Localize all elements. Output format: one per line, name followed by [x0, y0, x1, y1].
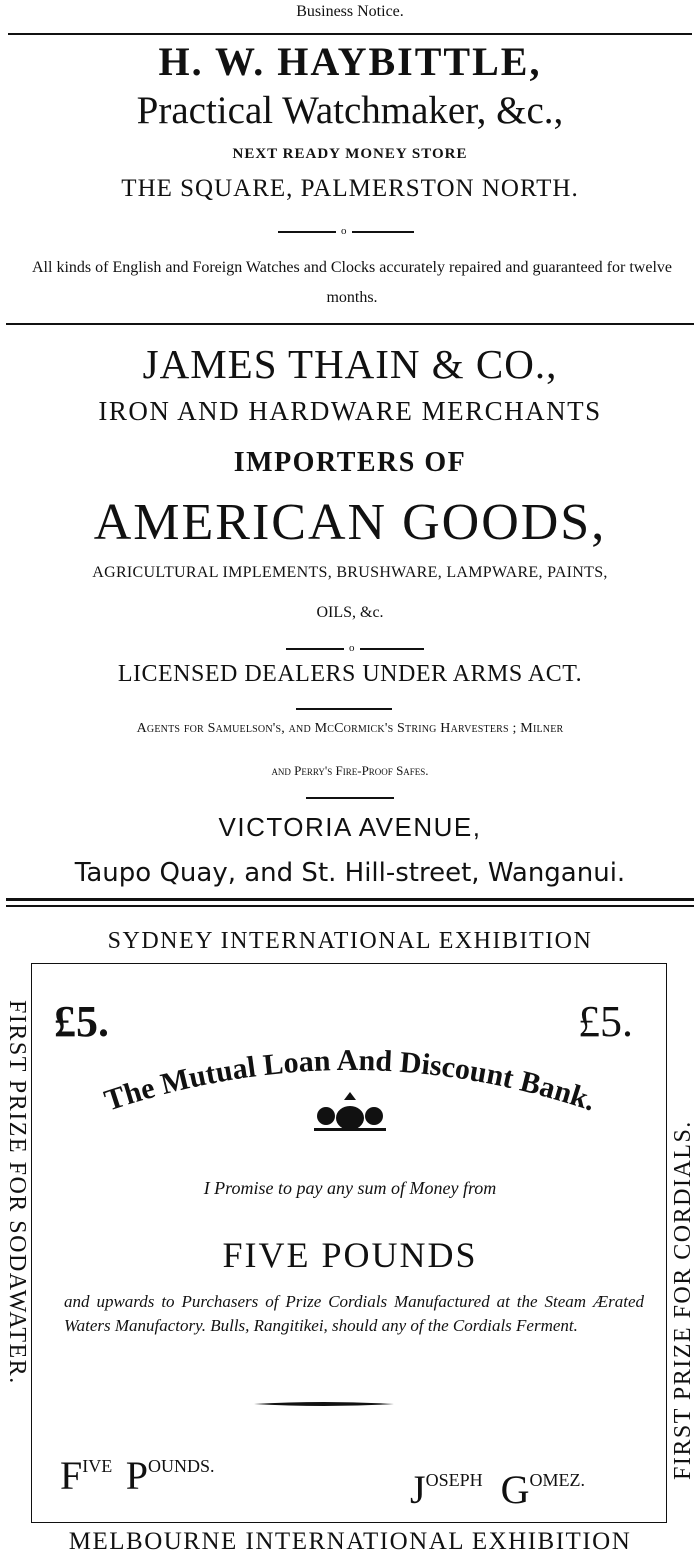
- five-pounds-initial2: P: [125, 1453, 148, 1498]
- signature-joseph-gomez: [410, 1467, 585, 1512]
- bank-name: The Mutual Loan And Discount Bank.: [100, 1043, 600, 1118]
- promise-line: I Promise to pay any sum of Money from: [203, 1178, 497, 1198]
- ornamental-rule: [254, 1398, 394, 1410]
- haybittle-body: All kinds of English and Foreign Watches and Clocks accurately repaired and guaranteed for twelve months.: [32, 259, 672, 306]
- cordial-terms: and upwards to Purchasers of Prize Cordials Manufactured at the Steam Ærated Waters Manufactory. Bulls, Rangitikei, should any of the Cordials Ferment.: [64, 1292, 644, 1335]
- top-rule: [8, 33, 692, 35]
- section-rule: [6, 323, 694, 325]
- business-notice-heading: Business Notice.: [296, 3, 404, 20]
- double-rule-top: [6, 898, 694, 901]
- signature-initial-g: G: [500, 1467, 530, 1512]
- haybittle-trade: Practical Watchmaker, &c.,: [136, 89, 564, 132]
- coat-of-arms-emblem: [314, 1092, 386, 1131]
- thain-american-goods: AMERICAN GOODS,: [93, 494, 607, 551]
- haybittle-divider-o: o: [341, 225, 347, 237]
- thain-products: AGRICULTURAL IMPLEMENTS, BRUSHWARE, LAMPWARE, PAINTS,: [92, 564, 608, 581]
- sodawater-prize: FIRST PRIZE FOR SODAWATER.: [4, 1000, 30, 1385]
- cordials-prize: FIRST PRIZE FOR CORDIALS.: [670, 1120, 696, 1480]
- haybittle-name: H. W. HAYBITTLE,: [158, 39, 542, 84]
- haybittle-location-note: NEXT READY MONEY STORE: [232, 146, 468, 162]
- thain-importers: IMPORTERS OF: [233, 447, 467, 478]
- thain-agents-cont: and Perry's Fire-Proof Safes.: [271, 763, 429, 778]
- signature-initial-j: J: [410, 1467, 426, 1512]
- thain-agents: Agents for Samuelson's, and McCormick's String Harvesters ; Milner: [136, 721, 564, 736]
- double-rule-bottom: [6, 905, 694, 907]
- thain-products-cont: OILS, &c.: [316, 604, 384, 621]
- haybittle-address: THE SQUARE, PALMERSTON NORTH.: [121, 175, 579, 202]
- five-pounds-title: FIVE POUNDS: [222, 1235, 478, 1275]
- five-pounds-signature-label: [60, 1453, 215, 1498]
- five-pounds-word2: OUNDS.: [148, 1456, 215, 1476]
- thain-divider-left: [286, 648, 344, 650]
- haybittle-divider-right: [352, 231, 414, 233]
- pound-value-left: £5.: [54, 997, 109, 1046]
- thain-divider-right: [360, 648, 424, 650]
- thain-name: JAMES THAIN & CO.,: [142, 341, 558, 387]
- thain-trade: IRON AND HARDWARE MERCHANTS: [98, 396, 602, 426]
- thain-short-rule-2: [306, 797, 394, 799]
- sydney-exhibition-banner: SYDNEY INTERNATIONAL EXHIBITION: [107, 928, 593, 954]
- thain-licensed: LICENSED DEALERS UNDER ARMS ACT.: [117, 661, 583, 687]
- pound-value-right: £5.: [578, 997, 633, 1046]
- melbourne-exhibition-banner: MELBOURNE INTERNATIONAL EXHIBITION: [68, 1528, 632, 1555]
- thain-short-rule-1: [296, 708, 392, 710]
- signature-last-name: OMEZ.: [529, 1470, 585, 1490]
- thain-locations: Taupo Quay, and St. Hill-street, Wanganui.: [74, 858, 626, 888]
- signature-first-name: OSEPH: [425, 1470, 483, 1490]
- thain-divider-o: o: [349, 642, 355, 654]
- bank-name-arch: [60, 1030, 640, 1140]
- haybittle-divider-left: [278, 231, 336, 233]
- five-pounds-word1: IVE: [82, 1456, 113, 1476]
- five-pounds-initial: F: [60, 1453, 83, 1498]
- thain-street: VICTORIA AVENUE,: [218, 812, 482, 842]
